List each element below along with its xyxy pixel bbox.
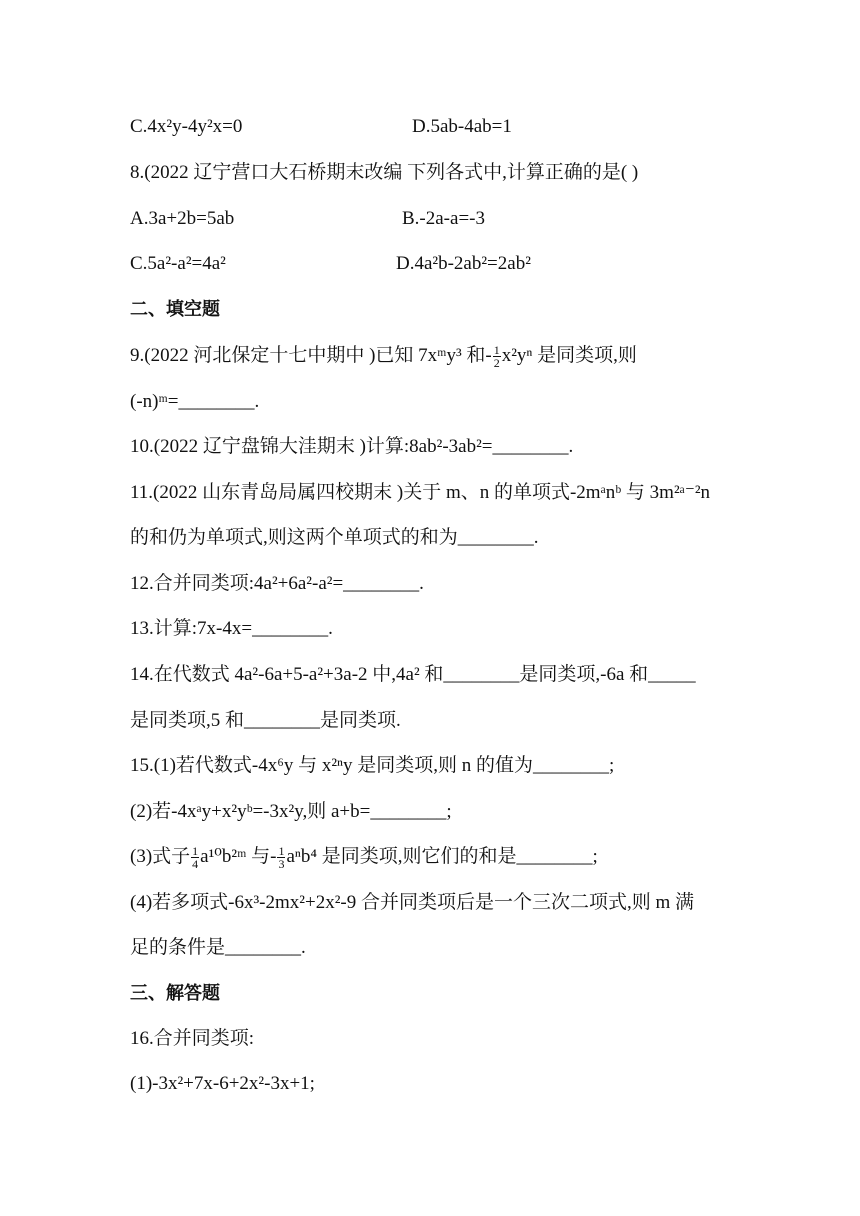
section-3-heading: 三、解答题 [130,983,220,1004]
q9-text-part2: x²yⁿ 是同类项,则 [501,345,637,366]
q13-text: 13.计算:7x-4x=________. [130,618,333,639]
q12-text: 12.合并同类项:4a²+6a²-a²=________. [130,573,424,594]
q8-stem: 8.(2022 辽宁营口大石桥期末改编 下列各式中,计算正确的是( ) [130,162,639,183]
q15-p3-mid: a¹⁰b²ᵐ 与- [200,846,277,867]
q7-option-d: D.5ab-4ab=1 [412,116,512,137]
fraction-one-third [277,845,285,870]
q15-part4-line1: (4)若多项式-6x³-2mx²+2x²-9 合并同类项后是一个三次二项式,则 m 满 [130,892,694,913]
fraction-one-quarter [191,845,199,870]
q15-part1: 15.(1)若代数式-4x⁶y 与 x²ⁿy 是同类项,则 n 的值为________; [130,755,615,776]
q8-option-a: A.3a+2b=5ab [130,208,235,229]
fraction-denominator: 3 [278,857,285,872]
q8-option-c: C.5a²-a²=4a² [130,253,226,274]
q15-p3-pre: (3)式子 [130,846,191,867]
fraction-denominator: 4 [192,857,199,872]
fraction-numerator: 1 [278,844,285,859]
fraction-denominator: 2 [493,356,500,371]
q7-option-c: C.4x²y-4y²x=0 [130,116,243,137]
fraction-one-half [493,344,501,369]
q11-line2: 的和仍为单项式,则这两个单项式的和为________. [130,527,539,548]
q8-option-b: B.-2a-a=-3 [402,208,485,229]
q15-part4-line2: 足的条件是________. [130,937,306,958]
q10-text: 10.(2022 辽宁盘锦大洼期末 )计算:8ab²-3ab²=________. [130,436,574,457]
q14-line1: 14.在代数式 4a²-6a+5-a²+3a-2 中,4a² 和________是同类项,-6a 和_____ [130,664,696,685]
section-2-heading: 二、填空题 [130,299,220,320]
q15-part3 [130,844,598,870]
q16-stem: 16.合并同类项: [130,1028,255,1049]
q9-line2: (-n)ᵐ=________. [130,391,260,412]
fraction-numerator: 1 [493,343,500,358]
q11-line1: 11.(2022 山东青岛局属四校期末 )关于 m、n 的单项式-2mᵃnᵇ 与 3m²ᵃ⁻²n [130,482,711,503]
q8-option-d: D.4a²b-2ab²=2ab² [396,253,531,274]
q15-p3-post: aⁿb⁴ 是同类项,则它们的和是________; [286,846,598,867]
q15-part2: (2)若-4xᵃy+x²yᵇ=-3x²y,则 a+b=________; [130,801,452,822]
fraction-numerator: 1 [192,844,199,859]
q9-line1 [130,343,637,369]
q9-text-part1: 9.(2022 河北保定十七中期中 )已知 7xᵐy³ 和- [130,345,492,366]
q14-line2: 是同类项,5 和________是同类项. [130,710,401,731]
q16-part1: (1)-3x²+7x-6+2x²-3x+1; [130,1073,315,1094]
